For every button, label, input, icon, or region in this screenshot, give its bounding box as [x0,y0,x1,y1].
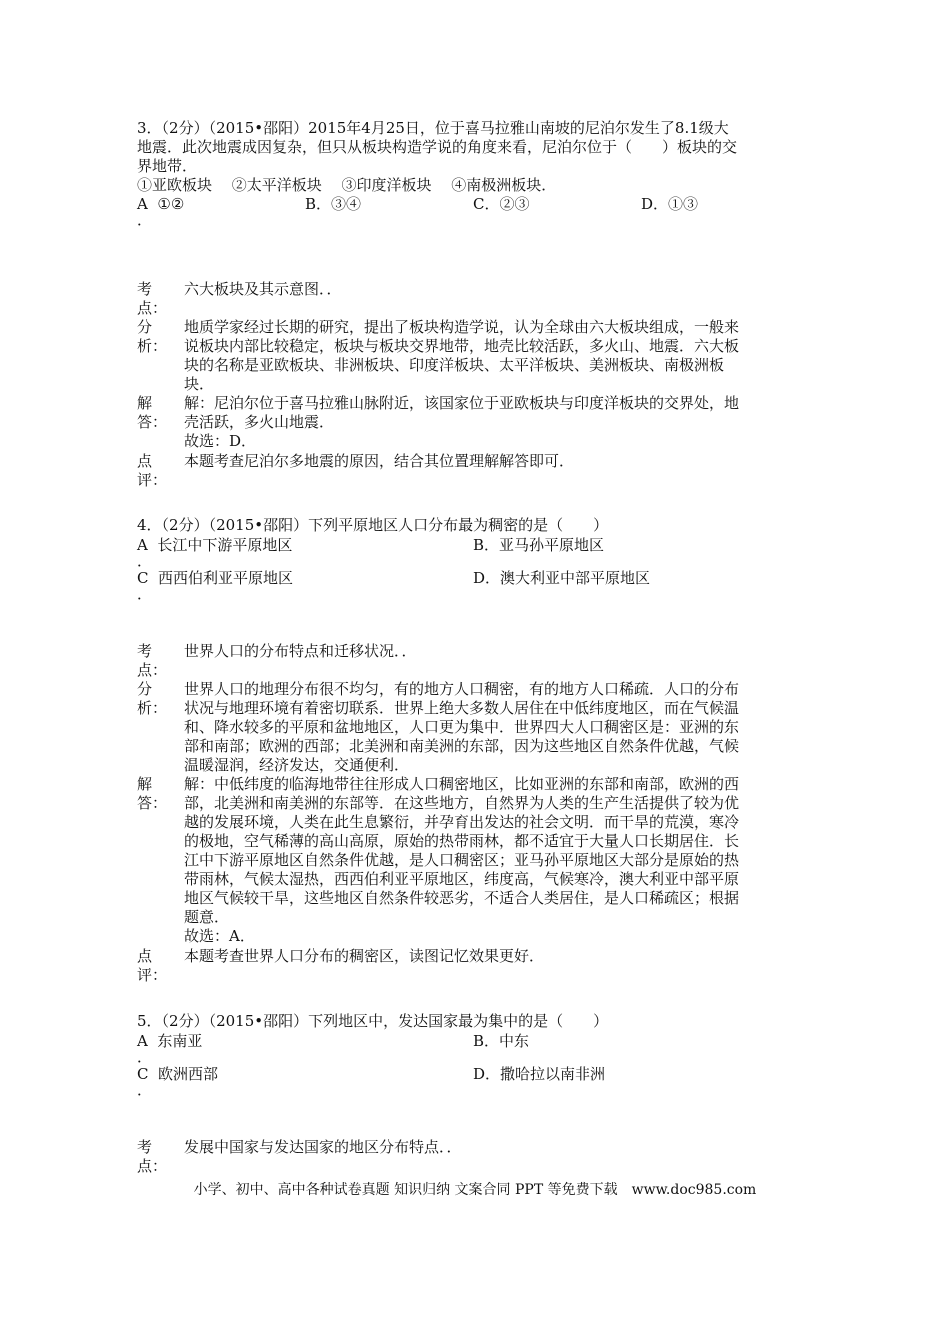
option-dot: ． [137,1081,153,1099]
option-d: D．①③ [641,195,699,213]
option-d: D．撒哈拉以南非洲 [473,1065,606,1083]
option-b: B．③④ [305,195,362,213]
q5-kaodian: 考 点： 发展中国家与发达国家的地区分布特点．． [137,1138,462,1175]
option-c: C 欧洲西部 [137,1065,219,1083]
q4-jieda: 解 答： 解：中低纬度的临海地带往往形成人口稠密地区，比如亚洲的东部和南部，欧洲的西 部，北美洲和南美洲的东部等．在这些地方，自然界为人类的生产生活提供了较为优 越的发展环境，人类在此生息繁衍，并孕育出发达的社会文明．而干旱的荒漠，寒冷 的极地，空气稀薄的高山高原，原始的热带雨林，都不适宜于大量人口长期居住．长 江中下游平原地区自然条件优越，是人口稠密区；亚马孙平原地区大部分是原始的热 带雨林，气候太湿热，西西伯利亚平原地区，纬度高，气候寒冷，澳大利亚中部平原 地区气候较干旱，这些地区自然条件较恶劣，不适合人类居住，是人口稀疏区；根据 题意． 故选：A． [137,775,740,945]
q3-dianping: 点 评： 本题考查尼泊尔多地震的原因，结合其位置理解解答即可． [137,452,575,489]
options-row [137,569,809,588]
option-dot: ． [137,211,153,229]
stem-line: 3．（2分）（2015•邵阳）2015年4月25日，位于喜马拉雅山南坡的尼泊尔发生了8.1级大 [137,119,729,137]
q3-kaodian: 考 点： 六大板块及其示意图．． [137,280,342,317]
section-label: 点 评： [137,452,168,489]
question-3 [137,119,809,228]
section-label: 解 答： [137,775,168,812]
q3-fenxi: 分 析： 地质学家经过长期的研究，提出了板块构造学说，认为全球由六大板块组成，一般来 说板块内部比较稳定，板块与板块交界地带，地壳比较活跃，多火山、地震．六大板 块的名称是亚欧板块、非洲板块、印度洋板块、太平洋板块、美洲板块、南极洲板 块． [137,318,740,393]
option-c: C 西西伯利亚平原地区 [137,569,294,587]
page-footer: 小学、初中、高中各种试卷真题 知识归纳 文案合同 PPT 等免费下载 www.doc985.com [193,1182,757,1198]
q4-dianping: 点 评： 本题考查世界人口分布的稠密区，读图记忆效果更好． [137,947,545,984]
stem-line: 界地带． [137,157,198,175]
option-dot: ． [137,552,153,570]
stem-line: 地震．此次地震成因复杂，但只从板块构造学说的角度来看，尼泊尔位于（ ）板块的交 [137,138,738,156]
stem-line: ①亚欧板块 ②太平洋板块 ③印度洋板块 ④南极洲板块． [137,176,557,194]
section-label: 分 析： [137,680,168,717]
options-row [137,536,809,555]
section-label: 考 点： [137,642,168,679]
option-d: D．澳大利亚中部平原地区 [473,569,651,587]
q4-kaodian: 考 点： 世界人口的分布特点和迁移状况．． [137,642,417,679]
section-label: 分 析： [137,318,168,355]
option-a: A 长江中下游平原地区 [137,536,293,554]
section-label: 考 点： [137,280,168,317]
question-5 [137,1012,809,1098]
q3-jieda: 解 答： 解：尼泊尔位于喜马拉雅山脉附近，该国家位于亚欧板块与印度洋板块的交界处，地 壳活跃，多火山地震． 故选：D． [137,394,740,450]
section-label: 点 评： [137,947,168,984]
question-stem [137,119,809,195]
options-row [137,1032,809,1051]
option-b: B．中东 [473,1032,530,1050]
stem-line: 5．（2分）（2015•邵阳）下列地区中，发达国家最为集中的是（ ） [137,1012,609,1030]
option-c: C．②③ [473,195,530,213]
options-row [137,1065,809,1084]
section-label: 考 点： [137,1138,168,1175]
stem-line: 4．（2分）（2015•邵阳）下列平原地区人口分布最为稠密的是（ ） [137,516,609,534]
q4-fenxi: 分 析： 世界人口的地理分布很不均匀，有的地方人口稠密，有的地方人口稀疏．人口的分布 状况与地理环境有着密切联系．世界上绝大多数人居住在中低纬度地区，而在气候温 和、降水较多的平原和盆地地区，人口更为集中．世界四大人口稠密区是：亚洲的东 部和南部；欧洲的西部；北美洲和南美洲的东部，因为这些地区自然条件优越，气候 温暖湿润，经济发达，交通便利． [137,680,740,774]
option-dot: ． [137,1048,153,1066]
option-a: A 东南亚 [137,1032,203,1050]
option-a: A ①② [137,195,185,213]
option-b: B．亚马孙平原地区 [473,536,605,554]
section-label: 解 答： [137,394,168,431]
options-row [137,195,809,214]
option-dot: ． [137,585,153,603]
question-4 [137,516,809,602]
